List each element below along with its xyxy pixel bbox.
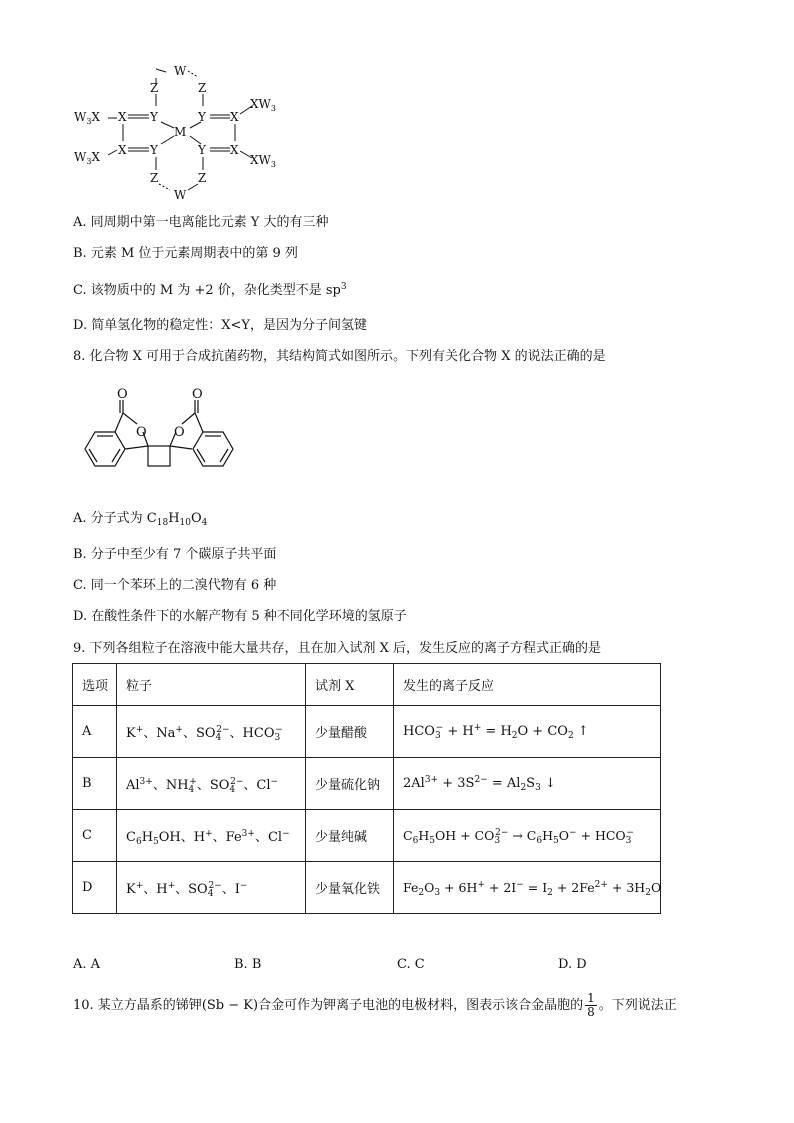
q7-option-c: C. 该物质中的 M 为 +2 价，杂化类型不是 $sp^3$ [73,282,347,298]
row-particles: $Al^{3+}$、$NH_4^+$、$SO_4^{2-}$、Cl− [117,758,306,810]
q7-option-a: A. 同周期中第一电离能比元素 Y 大的有三种 [73,215,329,230]
q9-answer-d: D. D [558,957,587,972]
atom-x: X [118,143,127,157]
atom-x: X [230,143,239,157]
atom-o-ring: O [136,425,147,440]
atom-z: Z [150,81,159,95]
group-w3x: $W_3X$ [74,110,100,126]
row-option: B [73,758,117,810]
table-header-row [73,664,661,706]
atom-o-ring: O [174,425,185,440]
atom-y: Y [198,143,206,157]
atom-w-bottom: W [174,188,187,202]
atom-x: X [118,110,127,124]
group-xw3: $XW_3$ [250,97,276,113]
atom-z: Z [198,81,207,95]
group-w3x: $W_3X$ [74,150,100,166]
q8-option-d: D. 在酸性条件下的水解产物有 5 种不同化学环境的氢原子 [73,609,407,624]
row-particles: K+、H+、$SO_4^{2-}$、I− [117,862,306,914]
row-reagent: 少量醋酸 [306,706,394,758]
atom-y: Y [150,143,158,157]
row-reaction: $C_6H_5OH + CO_3^{2-} \to C_6H_5O^- + HCO_3^-$ [394,810,661,862]
header-reaction: 发生的离子反应 [394,664,661,706]
atom-x: X [230,110,239,124]
table-row [73,758,661,810]
row-reagent: 少量氧化铁 [306,862,394,914]
q10-stem: 10. 某立方晶系的锑钾(Sb − K)合金可作为钾离子电池的电极材料，图表示该合金晶胞的 $\frac{1}{8}$ 。下列说法正 [73,991,677,1019]
q7-option-d: D. 简单氢化物的稳定性：X<Y，是因为分子间氢键 [73,318,367,333]
header-reagent: 试剂 X [306,664,394,706]
row-option: A [73,706,117,758]
q9-answer-c: C. C [397,957,425,972]
row-reaction: $2Al^{3+} + 3S^{2-} = Al_2S_3$ ↓ [394,758,661,810]
row-reagent: 少量纯碱 [306,810,394,862]
fraction-one-eighth: $\frac{1}{8}$ [587,991,595,1019]
q9-answer-a: A. A [73,957,101,972]
q7-complex-structure-figure [70,58,290,203]
row-option: C [73,810,117,862]
atom-o-carbonyl: O [192,387,203,402]
q9-ion-table [72,663,661,914]
table-row [73,862,661,914]
q8-spiro-lactone-structure-figure [70,386,250,491]
header-particles: 粒子 [117,664,306,706]
atom-w-top: W [174,64,187,78]
row-particles: $C_6H_5OH$、H+、$Fe^{3+}$、Cl− [117,810,306,862]
atom-o-carbonyl: O [117,387,128,402]
atom-z: Z [198,171,207,185]
q9-answer-b: B. B [234,957,262,972]
table-row [73,810,661,862]
row-option: D [73,862,117,914]
table-row [73,706,661,758]
q9-stem: 9. 下列各组粒子在溶液中能大量共存，且在加入试剂 X 后，发生反应的离子方程式正确的是 [73,641,602,656]
row-reagent: 少量硫化钠 [306,758,394,810]
row-particles: K+、Na+、$SO_4^{2-}$、$HCO_3^-$ [117,706,306,758]
q8-stem: 8. 化合物 X 可用于合成抗菌药物，其结构简式如图所示。下列有关化合物 X 的说法正确的是 [73,349,606,364]
atom-z: Z [150,171,159,185]
header-option: 选项 [73,664,117,706]
atom-m: M [174,125,187,139]
group-xw3: $XW_3$ [250,153,276,169]
row-reaction: $HCO_3^- + H^+ = H_2O + CO_2$ ↑ [394,706,661,758]
row-reaction: $Fe_2O_3 + 6H^+ + 2I^- = I_2 + 2Fe^{2+} + 3H_2O$ [394,862,661,914]
q8-option-b: B. 分子中至少有 7 个碳原子共平面 [73,547,277,562]
atom-y: Y [150,110,158,124]
q7-option-b: B. 元素 M 位于元素周期表中的第 9 列 [73,246,298,261]
q8-option-a: A. 分子式为 $C_{18}H_{10}O_4$ [73,511,208,528]
atom-y: Y [198,110,206,124]
q8-option-c: C. 同一个苯环上的二溴代物有 6 种 [73,578,277,593]
